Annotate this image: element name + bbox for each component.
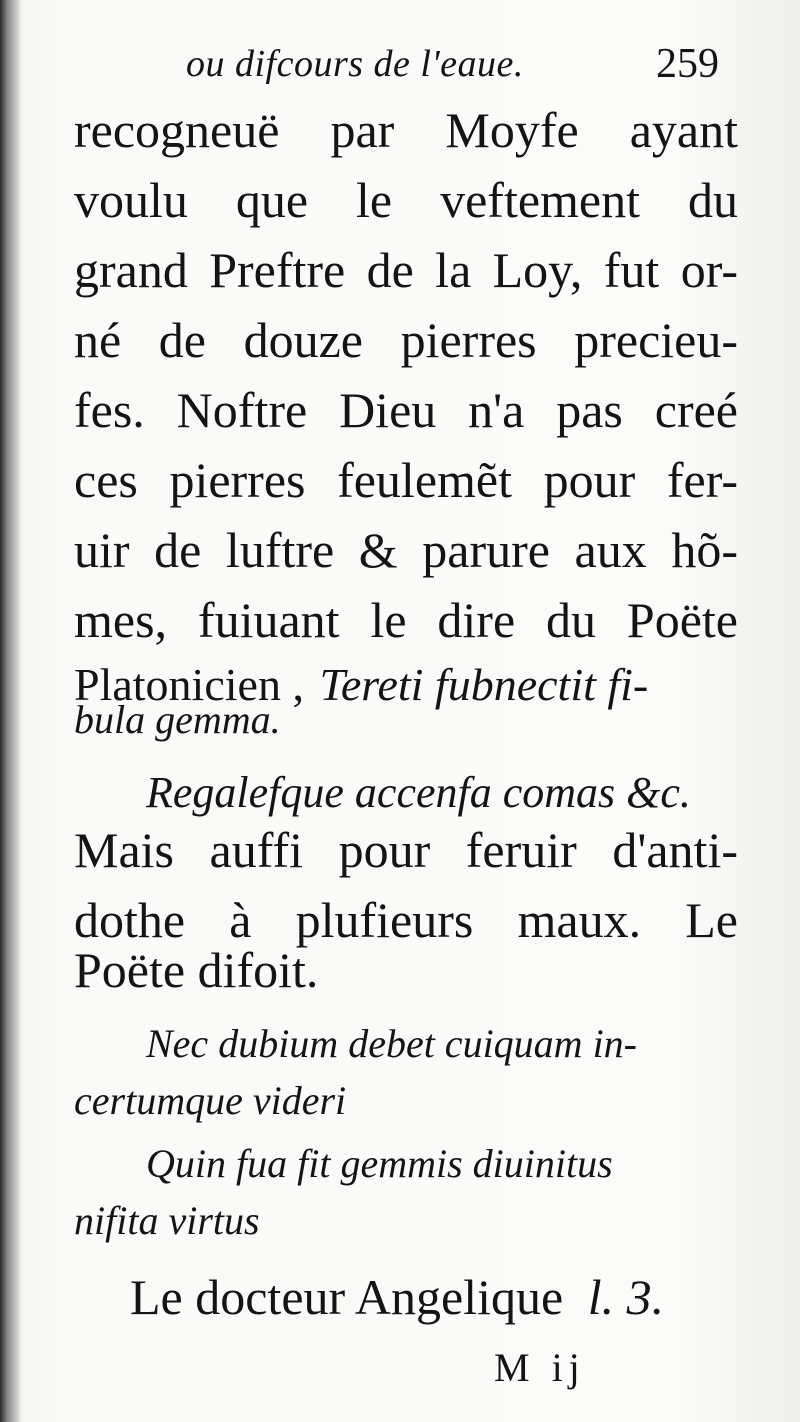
text-line: né de douze pierres precieu-: [74, 312, 738, 368]
text-line: ces pierres feulemẽt pour fer-: [74, 452, 738, 508]
text-line: voulu que le veftement du: [74, 172, 738, 228]
page-number: 259: [656, 41, 719, 87]
page-header: [0, 40, 800, 100]
latin-verse: Regalefque accenfa comas &c.: [146, 768, 691, 817]
page-edge-shadow: [0, 0, 22, 1422]
reference: l. 3.: [587, 1269, 665, 1325]
text-line: mes, fuiuant le dire du Poëte: [74, 592, 738, 648]
text-line: grand Preftre de la Loy, fut or-: [74, 242, 738, 298]
roman-text: Platonicien ,: [74, 659, 304, 710]
latin-verse: Nec dubium debet cuiquam in-: [146, 1021, 637, 1066]
signature-mark: M ij: [494, 1345, 586, 1390]
latin-quote: bula gemma.: [74, 697, 281, 742]
latin-quote: Tereti fubnectit fi-: [319, 659, 649, 710]
text-line: dothe à plufieurs maux. Le: [74, 892, 738, 948]
text-line: Poëte difoit.: [74, 942, 319, 998]
latin-verse: Quin fua fit gemmis diuinitus: [146, 1141, 613, 1186]
latin-verse: nifita virtus: [74, 1198, 260, 1243]
text-line: uir de luftre & parure aux hõ-: [74, 522, 738, 578]
text-line: fes. Noftre Dieu n'a pas creé: [74, 382, 738, 438]
text-line-mixed: [130, 1262, 740, 1332]
roman-text: Le docteur Angelique: [130, 1269, 564, 1325]
latin-verse: certumque videri: [74, 1078, 347, 1123]
text-line: Mais auffi pour feruir d'anti-: [74, 822, 738, 878]
text-line: recogneuë par Moyfe ayant: [74, 102, 738, 158]
running-head: ou difcours de l'eaue.: [186, 43, 524, 85]
